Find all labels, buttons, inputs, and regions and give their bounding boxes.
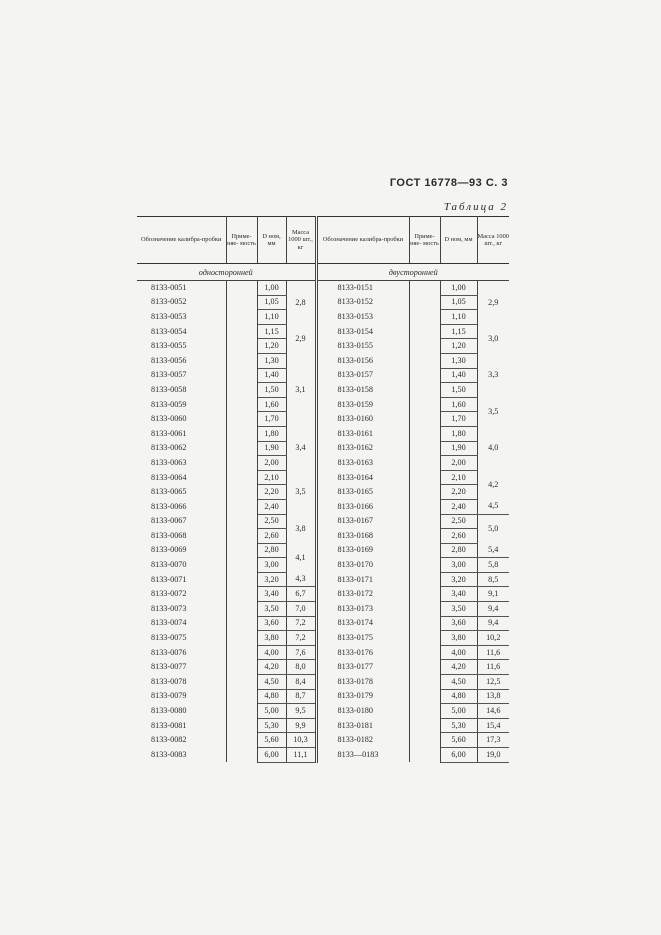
designation-cell: 8133-0163 — [316, 456, 409, 471]
table-row — [137, 397, 509, 412]
dnom-cell: 2,50 — [440, 514, 477, 529]
dnom-cell: 5,00 — [440, 704, 477, 719]
gauge-table — [137, 216, 509, 763]
applicability-cell — [226, 645, 257, 660]
dnom-cell: 4,80 — [257, 689, 286, 704]
dnom-cell: 1,40 — [440, 368, 477, 383]
applicability-cell — [226, 324, 257, 339]
designation-cell: 8133-0060 — [137, 412, 226, 427]
applicability-cell — [226, 441, 257, 456]
designation-cell: 8133-0051 — [137, 281, 226, 296]
mass-cell: 10,3 — [286, 733, 316, 748]
table-row — [137, 499, 509, 514]
mass-cell: 2,9 — [488, 297, 499, 307]
table-row — [137, 324, 509, 339]
applicability-cell — [226, 733, 257, 748]
designation-cell: 8133-0057 — [137, 368, 226, 383]
mass-cell: 12,5 — [477, 675, 509, 690]
dnom-cell: 1,20 — [440, 339, 477, 354]
dnom-cell: 1,30 — [257, 353, 286, 368]
mass-cell: 4,1 — [286, 543, 316, 572]
designation-cell: 8133-0070 — [137, 558, 226, 573]
dnom-cell: 2,80 — [257, 543, 286, 558]
table-row — [137, 631, 509, 646]
applicability-cell — [409, 456, 440, 471]
table-row — [137, 529, 509, 544]
applicability-cell — [409, 339, 440, 354]
dnom-cell: 2,60 — [257, 529, 286, 544]
applicability-cell — [409, 689, 440, 704]
table-row — [137, 616, 509, 631]
mass-cell: 8,4 — [286, 675, 316, 690]
col-header-applicability-right: Приме- няе- мость — [409, 217, 440, 264]
mass-cell: 9,5 — [286, 704, 316, 719]
mass-cell: 19,0 — [477, 748, 509, 763]
applicability-cell — [226, 470, 257, 485]
applicability-cell — [409, 368, 440, 383]
mass-cell: 11,6 — [477, 660, 509, 675]
mass-cell: 3,5 — [488, 406, 499, 416]
table-row — [137, 718, 509, 733]
applicability-cell — [226, 281, 257, 296]
mass-cell: 4,5 — [477, 499, 509, 514]
dnom-cell: 4,00 — [440, 645, 477, 660]
mass-cell: 3,3 — [488, 370, 499, 380]
designation-cell: 8133-0065 — [137, 485, 226, 500]
dnom-cell: 1,05 — [440, 295, 477, 310]
section-label-one-sided: односторонней — [137, 264, 316, 281]
designation-cell: 8133-0074 — [137, 616, 226, 631]
applicability-cell — [409, 383, 440, 398]
dnom-cell: 2,50 — [257, 514, 286, 529]
dnom-cell: 2,10 — [257, 470, 286, 485]
designation-cell: 8133-0079 — [137, 689, 226, 704]
applicability-cell — [409, 514, 440, 529]
dnom-cell: 3,40 — [440, 587, 477, 602]
dnom-cell: 1,70 — [257, 412, 286, 427]
designation-cell: 8133-0064 — [137, 470, 226, 485]
dnom-cell: 3,60 — [257, 616, 286, 631]
dnom-cell: 5,60 — [257, 733, 286, 748]
applicability-cell — [226, 587, 257, 602]
mass-cell: 2,8 — [286, 281, 316, 325]
dnom-cell: 1,00 — [440, 281, 477, 296]
table-row — [137, 587, 509, 602]
table-row — [137, 558, 509, 573]
dnom-cell: 3,50 — [257, 602, 286, 617]
designation-cell: 8133-0054 — [137, 324, 226, 339]
designation-cell: 8133-0173 — [316, 602, 409, 617]
designation-cell: 8133-0061 — [137, 426, 226, 441]
designation-cell: 8133-0166 — [316, 499, 409, 514]
applicability-cell — [409, 441, 440, 456]
designation-cell: 8133-0170 — [316, 558, 409, 573]
dnom-cell: 1,90 — [440, 441, 477, 456]
designation-cell: 8133-0072 — [137, 587, 226, 602]
applicability-cell — [409, 631, 440, 646]
designation-cell: 8133-0164 — [316, 470, 409, 485]
table-row — [137, 602, 509, 617]
applicability-cell — [409, 397, 440, 412]
mass-cell: 8,0 — [286, 660, 316, 675]
designation-cell: 8133-0083 — [137, 748, 226, 763]
mass-cell: 10,2 — [477, 631, 509, 646]
designation-cell: 8133-0080 — [137, 704, 226, 719]
mass-cell: 3,1 — [286, 353, 316, 426]
applicability-cell — [409, 324, 440, 339]
designation-cell: 8133-0175 — [316, 631, 409, 646]
applicability-cell — [226, 602, 257, 617]
mass-cell: 8,5 — [477, 572, 509, 587]
applicability-cell — [409, 660, 440, 675]
mass-cell: 7,0 — [286, 602, 316, 617]
applicability-cell — [409, 426, 440, 441]
dnom-cell: 4,00 — [257, 645, 286, 660]
designation-cell: 8133-0055 — [137, 339, 226, 354]
dnom-cell: 1,20 — [257, 339, 286, 354]
table-row — [137, 456, 509, 471]
designation-cell: 8133-0180 — [316, 704, 409, 719]
applicability-cell — [409, 295, 440, 310]
mass-cell: 9,4 — [477, 616, 509, 631]
applicability-cell — [409, 587, 440, 602]
dnom-cell: 4,20 — [440, 660, 477, 675]
designation-cell: 8133-0157 — [316, 368, 409, 383]
col-header-designation-right: Обозначение калибра-пробки — [316, 217, 409, 264]
mass-cell: 7,6 — [286, 645, 316, 660]
mass-cell: 3,5 — [286, 470, 316, 514]
table-row — [137, 281, 509, 296]
table-row — [137, 426, 509, 441]
table-row — [137, 368, 509, 383]
mass-cell: 11,1 — [286, 748, 316, 763]
dnom-cell: 2,00 — [440, 456, 477, 471]
mass-cell: 7,2 — [286, 631, 316, 646]
applicability-cell — [409, 499, 440, 514]
mass-cell: 3,8 — [286, 514, 316, 543]
designation-cell: 8133-0172 — [316, 587, 409, 602]
dnom-cell: 1,80 — [440, 426, 477, 441]
applicability-cell — [409, 645, 440, 660]
dnom-cell: 3,00 — [440, 558, 477, 573]
mass-cell: 9,1 — [477, 587, 509, 602]
designation-cell: 8133-0171 — [316, 572, 409, 587]
applicability-cell — [409, 616, 440, 631]
applicability-cell — [226, 529, 257, 544]
applicability-cell — [226, 485, 257, 500]
applicability-cell — [409, 733, 440, 748]
mass-cell: 14,6 — [477, 704, 509, 719]
table-row — [137, 689, 509, 704]
mass-cell: 7,2 — [286, 616, 316, 631]
designation-cell: 8133-0155 — [316, 339, 409, 354]
table-row — [137, 412, 509, 427]
applicability-cell — [226, 397, 257, 412]
dnom-cell: 4,20 — [257, 660, 286, 675]
mass-cell: 17,3 — [477, 733, 509, 748]
designation-cell: 8133-0058 — [137, 383, 226, 398]
mass-cell: 3,0 — [488, 333, 499, 343]
applicability-cell — [409, 281, 440, 296]
applicability-cell — [226, 543, 257, 558]
applicability-cell — [409, 529, 440, 544]
designation-cell: 8133-0052 — [137, 295, 226, 310]
designation-cell: 8133-0152 — [316, 295, 409, 310]
dnom-cell: 2,40 — [257, 499, 286, 514]
applicability-cell — [409, 353, 440, 368]
applicability-cell — [226, 748, 257, 763]
applicability-cell — [226, 412, 257, 427]
dnom-cell: 4,50 — [440, 675, 477, 690]
applicability-cell — [409, 310, 440, 325]
mass-cell: 9,4 — [477, 602, 509, 617]
dnom-cell: 3,80 — [257, 631, 286, 646]
dnom-cell: 1,70 — [440, 412, 477, 427]
applicability-cell — [409, 470, 440, 485]
applicability-cell — [226, 426, 257, 441]
applicability-cell — [226, 616, 257, 631]
designation-cell: 8133-0078 — [137, 675, 226, 690]
applicability-cell — [226, 310, 257, 325]
dnom-cell: 1,60 — [257, 397, 286, 412]
designation-cell: 8133-0075 — [137, 631, 226, 646]
dnom-cell: 1,05 — [257, 295, 286, 310]
applicability-cell — [409, 602, 440, 617]
applicability-cell — [226, 339, 257, 354]
designation-cell: 8133-0182 — [316, 733, 409, 748]
mass-cell: 11,6 — [477, 645, 509, 660]
designation-cell: 8133-0168 — [316, 529, 409, 544]
dnom-cell: 1,50 — [440, 383, 477, 398]
mass-cell: 8,7 — [286, 689, 316, 704]
designation-cell: 8133-0169 — [316, 543, 409, 558]
designation-cell: 8133-0067 — [137, 514, 226, 529]
applicability-cell — [409, 485, 440, 500]
designation-cell: 8133-0076 — [137, 645, 226, 660]
dnom-cell: 1,40 — [257, 368, 286, 383]
col-header-dnom-right: D ном, мм — [440, 217, 477, 264]
applicability-cell — [226, 558, 257, 573]
applicability-cell — [226, 456, 257, 471]
dnom-cell: 3,60 — [440, 616, 477, 631]
designation-cell: 8133-0174 — [316, 616, 409, 631]
applicability-cell — [226, 718, 257, 733]
dnom-cell: 5,60 — [440, 733, 477, 748]
designation-cell: 8133-0069 — [137, 543, 226, 558]
mass-cell: 5,0 — [488, 523, 499, 533]
dnom-cell: 2,60 — [440, 529, 477, 544]
designation-cell: 8133-0154 — [316, 324, 409, 339]
dnom-cell: 1,30 — [440, 353, 477, 368]
col-header-dnom: D ном, мм — [257, 217, 286, 264]
dnom-cell: 2,00 — [257, 456, 286, 471]
designation-cell: 8133-0160 — [316, 412, 409, 427]
designation-cell: 8133-0179 — [316, 689, 409, 704]
table-row — [137, 733, 509, 748]
dnom-cell: 1,10 — [440, 310, 477, 325]
table-row — [137, 748, 509, 763]
applicability-cell — [226, 499, 257, 514]
dnom-cell: 6,00 — [257, 748, 286, 763]
mass-cell: 5,8 — [477, 558, 509, 573]
mass-cell: 4,3 — [286, 572, 316, 587]
dnom-cell: 1,60 — [440, 397, 477, 412]
table-row — [137, 660, 509, 675]
designation-cell: 8133-0063 — [137, 456, 226, 471]
applicability-cell — [409, 748, 440, 763]
applicability-cell — [409, 572, 440, 587]
dnom-cell: 5,30 — [257, 718, 286, 733]
table-row — [137, 383, 509, 398]
mass-cell: 5,4 — [477, 543, 509, 558]
applicability-cell — [226, 514, 257, 529]
table-row — [137, 675, 509, 690]
section-label-two-sided: двусторонней — [316, 264, 509, 281]
dnom-cell: 3,00 — [257, 558, 286, 573]
designation-cell: 8133-0082 — [137, 733, 226, 748]
applicability-cell — [409, 675, 440, 690]
designation-cell: 8133-0151 — [316, 281, 409, 296]
dnom-cell: 4,80 — [440, 689, 477, 704]
table-row — [137, 704, 509, 719]
dnom-cell: 5,30 — [440, 718, 477, 733]
applicability-cell — [226, 368, 257, 383]
standard-header: ГОСТ 16778—93 С. 3 — [389, 177, 508, 189]
designation-cell: 8133-0066 — [137, 499, 226, 514]
table-row — [137, 353, 509, 368]
designation-cell: 8133-0161 — [316, 426, 409, 441]
dnom-cell: 1,15 — [257, 324, 286, 339]
applicability-cell — [226, 675, 257, 690]
col-header-mass-right: Масса 1000 шт., кг — [477, 217, 509, 264]
dnom-cell: 1,80 — [257, 426, 286, 441]
mass-cell: 4,2 — [488, 479, 499, 489]
dnom-cell: 3,80 — [440, 631, 477, 646]
dnom-cell: 6,00 — [440, 748, 477, 763]
table-row — [137, 645, 509, 660]
applicability-cell — [409, 558, 440, 573]
applicability-cell — [409, 543, 440, 558]
dnom-cell: 1,00 — [257, 281, 286, 296]
mass-cell: 4,0 — [488, 443, 499, 453]
dnom-cell: 2,80 — [440, 543, 477, 558]
designation-cell: 8133-0068 — [137, 529, 226, 544]
designation-cell: 8133-0159 — [316, 397, 409, 412]
table-row — [137, 470, 509, 485]
dnom-cell: 5,00 — [257, 704, 286, 719]
designation-cell: 8133—0183 — [316, 748, 409, 763]
designation-cell: 8133-0071 — [137, 572, 226, 587]
dnom-cell: 1,90 — [257, 441, 286, 456]
table-row — [137, 485, 509, 500]
designation-cell: 8133-0167 — [316, 514, 409, 529]
col-header-applicability: Приме- няе- мость — [226, 217, 257, 264]
designation-cell: 8133-0162 — [316, 441, 409, 456]
applicability-cell — [226, 631, 257, 646]
col-header-designation: Обозначение калибра-пробки — [137, 217, 226, 264]
designation-cell: 8133-0062 — [137, 441, 226, 456]
dnom-cell: 3,50 — [440, 602, 477, 617]
applicability-cell — [226, 660, 257, 675]
dnom-cell: 1,15 — [440, 324, 477, 339]
table-row — [137, 572, 509, 587]
designation-cell: 8133-0081 — [137, 718, 226, 733]
designation-cell: 8133-0165 — [316, 485, 409, 500]
designation-cell: 8133-0181 — [316, 718, 409, 733]
mass-cell: 6,7 — [286, 587, 316, 602]
table-body — [137, 264, 509, 763]
mass-cell: 3,4 — [286, 426, 316, 470]
designation-cell: 8133-0156 — [316, 353, 409, 368]
mass-cell: 13,8 — [477, 689, 509, 704]
applicability-cell — [226, 689, 257, 704]
dnom-cell: 2,10 — [440, 470, 477, 485]
designation-cell: 8133-0053 — [137, 310, 226, 325]
dnom-cell: 1,10 — [257, 310, 286, 325]
table-row — [137, 310, 509, 325]
designation-cell: 8133-0077 — [137, 660, 226, 675]
dnom-cell: 2,20 — [257, 485, 286, 500]
dnom-cell: 3,20 — [257, 572, 286, 587]
applicability-cell — [409, 704, 440, 719]
col-header-mass: Масса 1000 шт., кг — [286, 217, 316, 264]
table-row — [137, 441, 509, 456]
applicability-cell — [226, 383, 257, 398]
applicability-cell — [226, 572, 257, 587]
dnom-cell: 4,50 — [257, 675, 286, 690]
table-row — [137, 514, 509, 529]
designation-cell: 8133-0178 — [316, 675, 409, 690]
table-caption: Таблица 2 — [443, 201, 508, 213]
designation-cell: 8133-0059 — [137, 397, 226, 412]
mass-cell: 15,4 — [477, 718, 509, 733]
dnom-cell: 3,20 — [440, 572, 477, 587]
applicability-cell — [409, 412, 440, 427]
dnom-cell: 1,50 — [257, 383, 286, 398]
designation-cell: 8133-0056 — [137, 353, 226, 368]
dnom-cell: 2,20 — [440, 485, 477, 500]
applicability-cell — [226, 704, 257, 719]
designation-cell: 8133-0177 — [316, 660, 409, 675]
dnom-cell: 3,40 — [257, 587, 286, 602]
designation-cell: 8133-0153 — [316, 310, 409, 325]
designation-cell: 8133-0158 — [316, 383, 409, 398]
designation-cell: 8133-0073 — [137, 602, 226, 617]
dnom-cell: 2,40 — [440, 499, 477, 514]
applicability-cell — [226, 295, 257, 310]
table-row — [137, 295, 509, 310]
designation-cell: 8133-0176 — [316, 645, 409, 660]
table-row — [137, 543, 509, 558]
mass-cell: 9,9 — [286, 718, 316, 733]
table-row — [137, 339, 509, 354]
applicability-cell — [226, 353, 257, 368]
applicability-cell — [409, 718, 440, 733]
mass-cell: 2,9 — [286, 324, 316, 353]
